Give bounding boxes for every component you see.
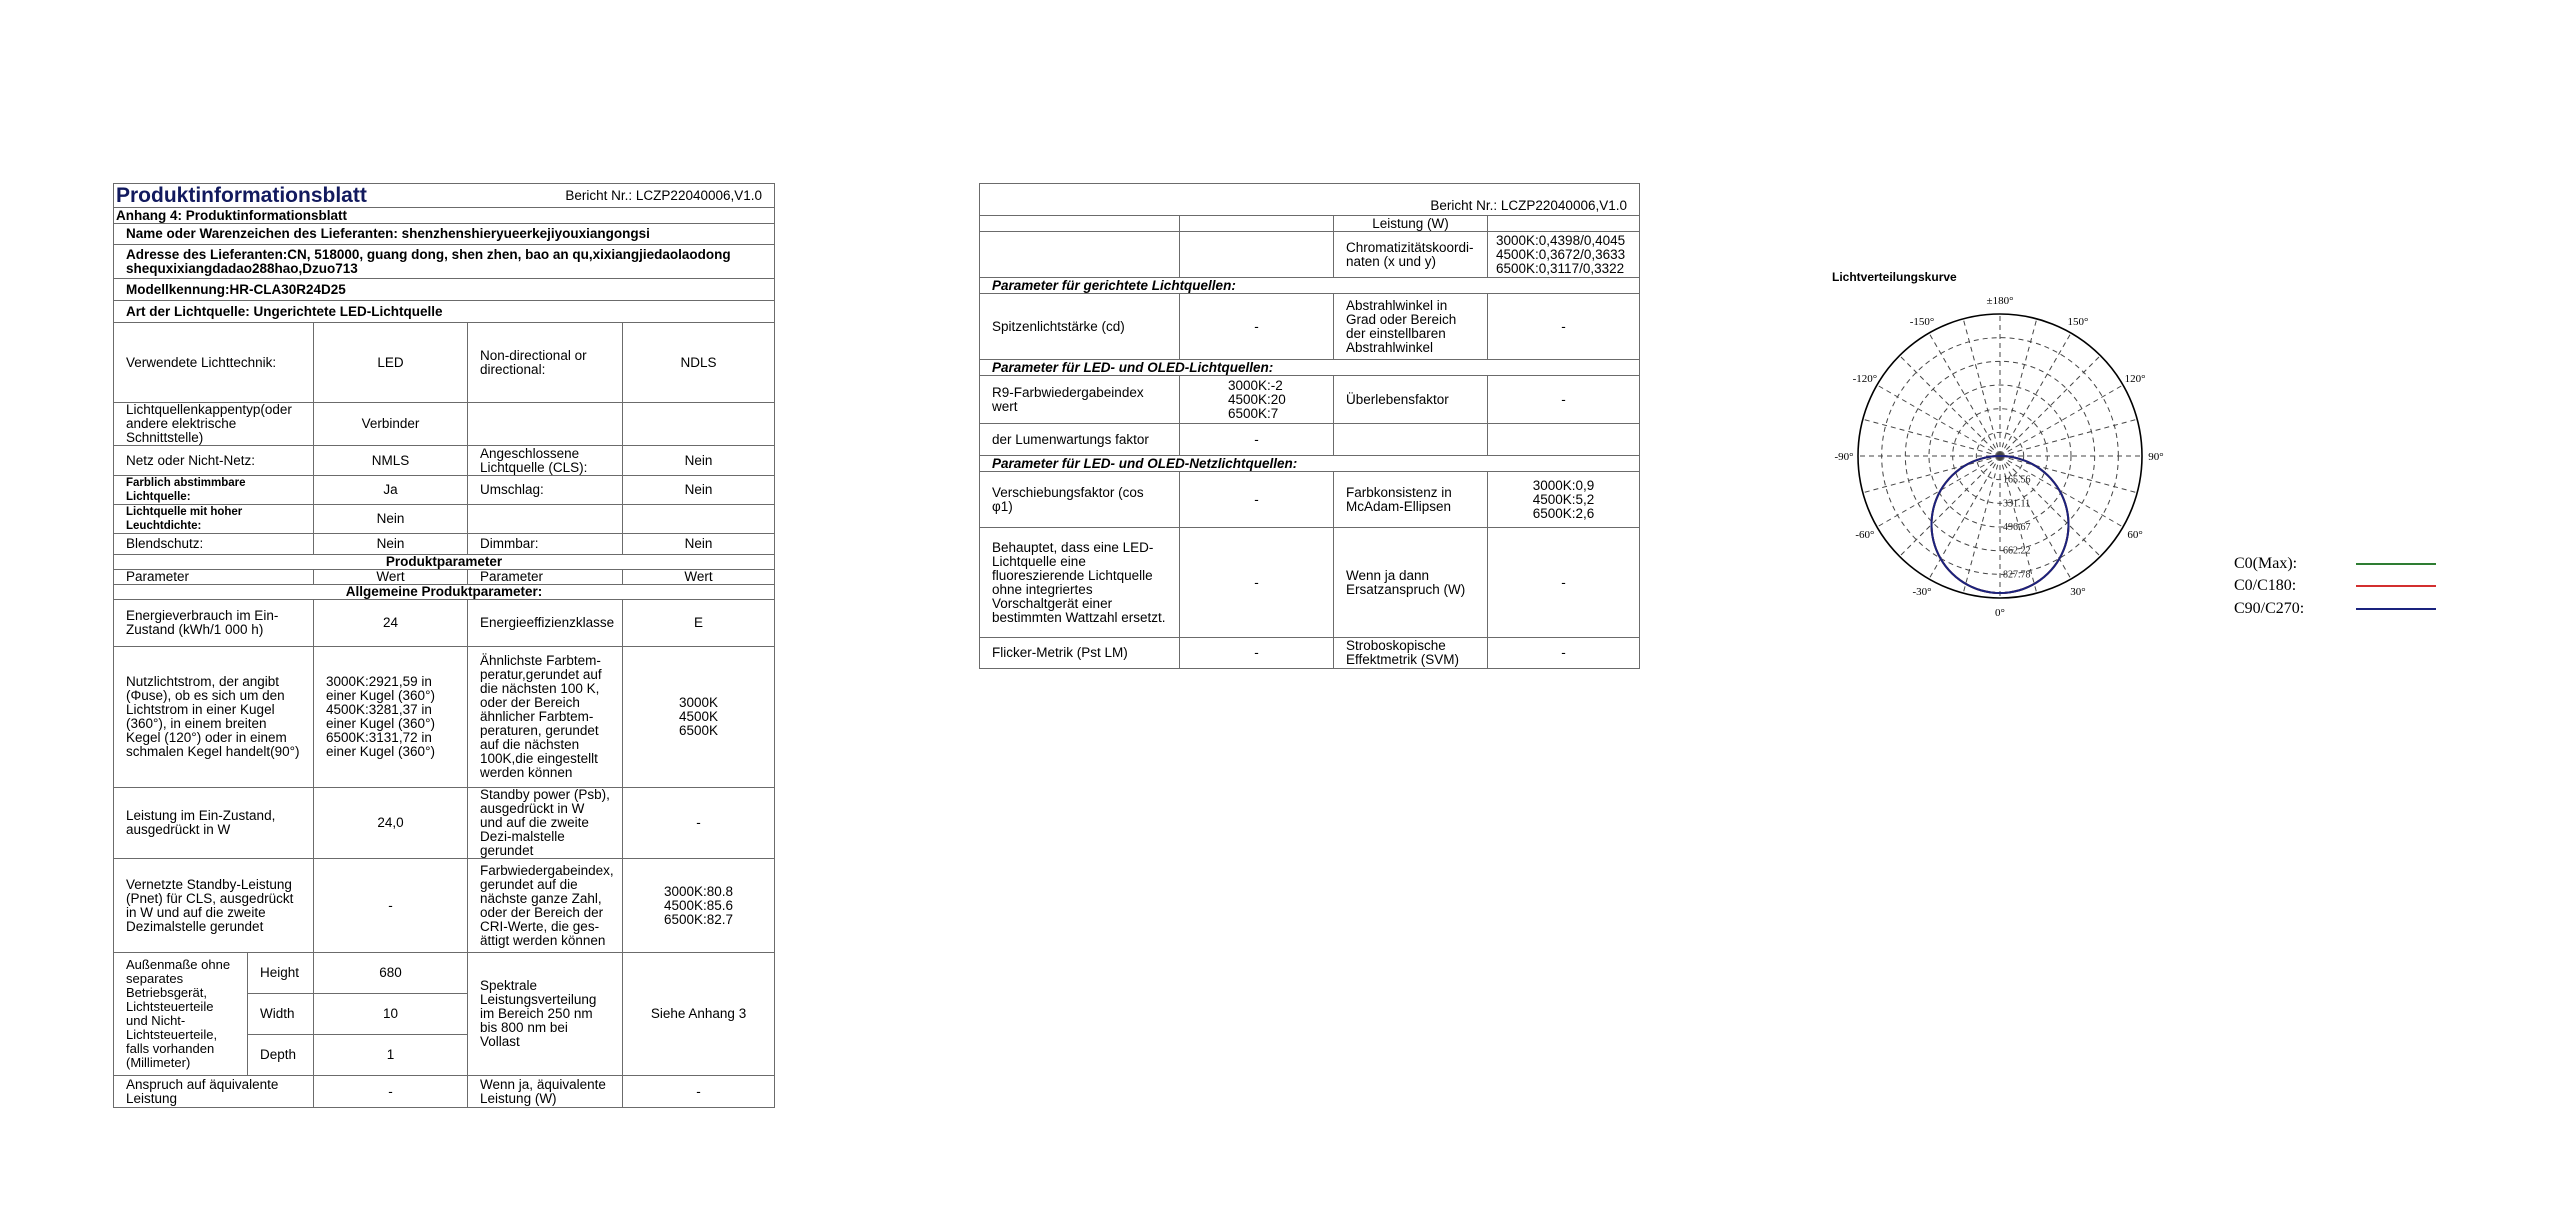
label-mains: Netz oder Nicht-Netz: bbox=[114, 446, 314, 476]
label-spectral: Spektrale Leistungsverteilung im Bereich 250 nm bis 800 nm bei Vollast bbox=[468, 953, 623, 1076]
label-r9: R9-Farbwiedergabeindex wert bbox=[980, 376, 1180, 424]
value-glare: Nein bbox=[314, 534, 468, 555]
legend-line-c0-max bbox=[2356, 563, 2436, 565]
polar-angle-label: 60° bbox=[2127, 529, 2143, 541]
report-number-2: Bericht Nr.: LCZP22040006,V1.0 bbox=[980, 184, 1640, 216]
label-cls: Angeschlossene Lichtquelle (CLS): bbox=[468, 446, 623, 476]
polar-angle-label: 150° bbox=[2067, 315, 2089, 328]
value-energy-class: E bbox=[623, 600, 775, 647]
value-equivalent-power: - bbox=[623, 1076, 775, 1108]
polar-angle-label: 30° bbox=[2070, 586, 2086, 599]
product-info-table-2 bbox=[979, 183, 1640, 669]
col-header-value-2: Wert bbox=[623, 570, 775, 585]
product-params-heading: Produktparameter bbox=[114, 555, 775, 570]
value-led-replaces: - bbox=[1180, 528, 1334, 638]
value-dimmable: Nein bbox=[623, 534, 775, 555]
label-cri: Farbwiedergabeindex, gerundet auf die nächste ganze Zahl, oder der Bereich der CRI-Werte, die ges-ättigt werden können bbox=[468, 859, 623, 953]
label-lumen-maintenance: der Lumenwartungs faktor bbox=[980, 424, 1180, 456]
label-survival: Überlebensfaktor bbox=[1334, 376, 1488, 424]
polar-angle-label: -120° bbox=[1852, 373, 1878, 385]
polar-angle-label: 90° bbox=[2148, 451, 2164, 463]
label-energy-class: Energieeffizienzklasse bbox=[468, 600, 623, 647]
label-energy: Energieverbrauch im Ein-Zustand (kWh/1 000 h) bbox=[114, 600, 314, 647]
sheet-title: Produktinformationsblatt bbox=[116, 183, 367, 207]
col-header-param-2: Parameter bbox=[468, 570, 623, 585]
polar-spoke bbox=[1877, 385, 2000, 456]
section-directional: Parameter für gerichtete Lichtquellen: bbox=[980, 278, 1640, 294]
general-params-heading: Allgemeine Produktparameter: bbox=[114, 585, 775, 600]
polar-radial-label: 331.11 bbox=[2003, 498, 2031, 510]
value-cap-type: Verbinder bbox=[314, 403, 468, 446]
label-depth: Depth bbox=[248, 1035, 314, 1076]
legend-line-c0-c180 bbox=[2356, 585, 2436, 587]
product-info-table bbox=[113, 183, 775, 1108]
value-equivalent-claim: - bbox=[314, 1076, 468, 1108]
label-cap-type: Lichtquellenkappentyp(oder andere elektrische Schnittstelle) bbox=[114, 403, 314, 446]
polar-radial-label: 827.78 bbox=[2003, 569, 2031, 581]
label-net-standby: Vernetzte Standby-Leistung (Pnet) für CLS, ausgedrückt in W und auf die zweite Dezimalstelle gerundet bbox=[114, 859, 314, 953]
label-dimmable: Dimmbar: bbox=[468, 534, 623, 555]
supplier-name: Name oder Warenzeichen des Lieferanten: shenzhenshieryueerkejiyouxiangongsi bbox=[114, 224, 775, 245]
value-standby: - bbox=[623, 788, 775, 859]
polar-spoke bbox=[1900, 356, 2000, 456]
value-color-consistency: 3000K:0,9 4500K:5,2 6500K:2,6 bbox=[1488, 472, 1640, 528]
label-peak-intensity: Spitzenlichtstärke (cd) bbox=[980, 294, 1180, 360]
value-width: 10 bbox=[314, 994, 468, 1035]
label-led-replaces: Behauptet, dass eine LED-Lichtquelle eine fluoreszierende Lichtquelle ohne integriertes Vorschaltgerät einer bestimmten Wattzahl ersetzt. bbox=[980, 528, 1180, 638]
label-stroboscopic: Stroboskopische Effektmetrik (SVM) bbox=[1334, 638, 1488, 669]
value-net-standby: - bbox=[314, 859, 468, 953]
value-lighting-technology: LED bbox=[314, 323, 468, 403]
polar-spoke bbox=[1900, 456, 2000, 556]
polar-spoke bbox=[1877, 456, 2000, 527]
value-depth: 1 bbox=[314, 1035, 468, 1076]
label-height: Height bbox=[248, 953, 314, 994]
label-equivalent-claim: Anspruch auf äquivalente Leistung bbox=[114, 1076, 314, 1108]
value-useful-flux: 3000K:2921,59 in einer Kugel (360°) 4500K:3281,37 in einer Kugel (360°) 6500K:3131,72 in einer Kugel (360°) bbox=[314, 647, 468, 788]
value-lumen-maintenance: - bbox=[1180, 424, 1334, 456]
value-flicker: - bbox=[1180, 638, 1334, 669]
value-cri: 3000K:80.8 4500K:85.6 6500K:82.7 bbox=[623, 859, 775, 953]
polar-angle-label: -30° bbox=[1912, 586, 1932, 599]
report-number: Bericht Nr.: LCZP22040006,V1.0 bbox=[565, 187, 763, 203]
label-envelope: Umschlag: bbox=[468, 476, 623, 505]
value-replacement-claim: - bbox=[1488, 528, 1640, 638]
label-replacement-claim: Wenn ja dann Ersatzanspruch (W) bbox=[1334, 528, 1488, 638]
label-on-power: Leistung im Ein-Zustand, ausgedrückt in W bbox=[114, 788, 314, 859]
value-chromaticity: 3000K:0,4398/0,4045 4500K:0,3672/0,3633 6500K:0,3117/0,3322 bbox=[1488, 232, 1640, 278]
value-cct: 3000K 4500K 6500K bbox=[623, 647, 775, 788]
value-on-power: 24,0 bbox=[314, 788, 468, 859]
label-glare: Blendschutz: bbox=[114, 534, 314, 555]
label-cct: Ähnlichste Farbtem-peratur,gerundet auf die nächsten 100 K, oder der Bereich ähnlicher Farbtem-peraturen, gerundet auf die nächsten 100K,die eingestellt werden können bbox=[468, 647, 623, 788]
product-info-sheet bbox=[113, 183, 774, 1108]
value-height: 680 bbox=[314, 953, 468, 994]
polar-angle-label: 0° bbox=[1995, 607, 2005, 619]
label-tunable: Farblich abstimmbare Lichtquelle: bbox=[114, 476, 314, 505]
value-cls: Nein bbox=[623, 446, 775, 476]
value-spectral: Siehe Anhang 3 bbox=[623, 953, 775, 1076]
section-led-oled: Parameter für LED- und OLED-Lichtquellen: bbox=[980, 360, 1640, 376]
value-tunable: Ja bbox=[314, 476, 468, 505]
label-displacement-factor: Verschiebungsfaktor (cos φ1) bbox=[980, 472, 1180, 528]
polar-radial-label: 496.67 bbox=[2003, 522, 2031, 533]
polar-angle-label: -150° bbox=[1909, 315, 1935, 328]
product-info-sheet-2 bbox=[979, 183, 1639, 669]
label-chromaticity: Chromatizitätskoordi-naten (x und y) bbox=[1334, 232, 1488, 278]
polar-angle-label: 120° bbox=[2124, 373, 2146, 385]
polar-spoke bbox=[1929, 333, 2000, 456]
legend-c0-c180: C0/C180: bbox=[2234, 577, 2297, 594]
polar-radial-label: 165.56 bbox=[2003, 474, 2031, 486]
value-displacement-factor: - bbox=[1180, 472, 1334, 528]
label-high-luminance: Lichtquelle mit hoher Leuchtdichte: bbox=[114, 505, 314, 534]
value-high-luminance: Nein bbox=[314, 505, 468, 534]
label-width: Width bbox=[248, 994, 314, 1035]
value-non-directional: NDLS bbox=[623, 323, 775, 403]
section-led-oled-mains: Parameter für LED- und OLED-Netzlichtquellen: bbox=[980, 456, 1640, 472]
value-energy: 24 bbox=[314, 600, 468, 647]
label-outer-dimensions: Außenmaße ohne separates Betriebsgerät, Lichtsteuerteile und Nicht-Lichtsteuerteile, falls vorhanden (Millimeter) bbox=[114, 953, 248, 1076]
label-flicker: Flicker-Metrik (Pst LM) bbox=[980, 638, 1180, 669]
value-envelope: Nein bbox=[623, 476, 775, 505]
label-beam-angle: Abstrahlwinkel in Grad oder Bereich der einstellbaren Abstrahlwinkel bbox=[1334, 294, 1488, 360]
polar-angle-label: ±180° bbox=[1986, 295, 2014, 307]
value-mains: NMLS bbox=[314, 446, 468, 476]
supplier-address: Adresse des Lieferanten:CN, 518000, guang dong, shen zhen, bao an qu,xixiangjiedaolaodong shequxixiangdadao288hao,Dzuo713 bbox=[114, 245, 775, 279]
label-color-consistency: Farbkonsistenz in McAdam-Ellipsen bbox=[1334, 472, 1488, 528]
value-beam-angle: - bbox=[1488, 294, 1640, 360]
label-non-directional: Non-directional or directional: bbox=[468, 323, 623, 403]
polar-radial-label: 662.22 bbox=[2003, 545, 2031, 557]
light-distribution-curve bbox=[1820, 286, 2180, 646]
polar-title: Lichtverteilungskurve bbox=[1832, 270, 1957, 284]
power-header: Leistung (W) bbox=[1334, 216, 1488, 232]
polar-radial-labels bbox=[2003, 475, 2031, 581]
legend-line-c90-c270 bbox=[2356, 608, 2436, 610]
light-source-type: Art der Lichtquelle: Ungerichtete LED-Lichtquelle bbox=[114, 301, 775, 323]
label-equivalent-power: Wenn ja, äquivalente Leistung (W) bbox=[468, 1076, 623, 1108]
legend-c90-c270: C90/C270: bbox=[2234, 600, 2305, 617]
label-lighting-technology: Verwendete Lichttechnik: bbox=[114, 323, 314, 403]
value-peak-intensity: - bbox=[1180, 294, 1334, 360]
polar-angle-label: -60° bbox=[1855, 529, 1875, 541]
model-id: Modellkennung:HR-CLA30R24D25 bbox=[114, 279, 775, 301]
col-header-param: Parameter bbox=[114, 570, 314, 585]
legend-c0-max: C0(Max): bbox=[2234, 555, 2298, 572]
col-header-value: Wert bbox=[314, 570, 468, 585]
annex-heading: Anhang 4: Produktinformationsblatt bbox=[114, 208, 775, 224]
value-r9: 3000K:-2 4500K:20 6500K:7 bbox=[1180, 376, 1334, 424]
polar-angle-label: -90° bbox=[1834, 451, 1854, 463]
value-survival: - bbox=[1488, 376, 1640, 424]
label-standby: Standby power (Psb), ausgedrückt in W und auf die zweite Dezi-malstelle gerundet bbox=[468, 788, 623, 859]
value-stroboscopic: - bbox=[1488, 638, 1640, 669]
label-useful-flux: Nutzlichtstrom, der angibt (Φuse), ob es sich um den Lichtstrom in einer Kugel (360°), in einem breiten Kegel (120°) oder in einem schmalen Kegel handelt(90°) bbox=[114, 647, 314, 788]
